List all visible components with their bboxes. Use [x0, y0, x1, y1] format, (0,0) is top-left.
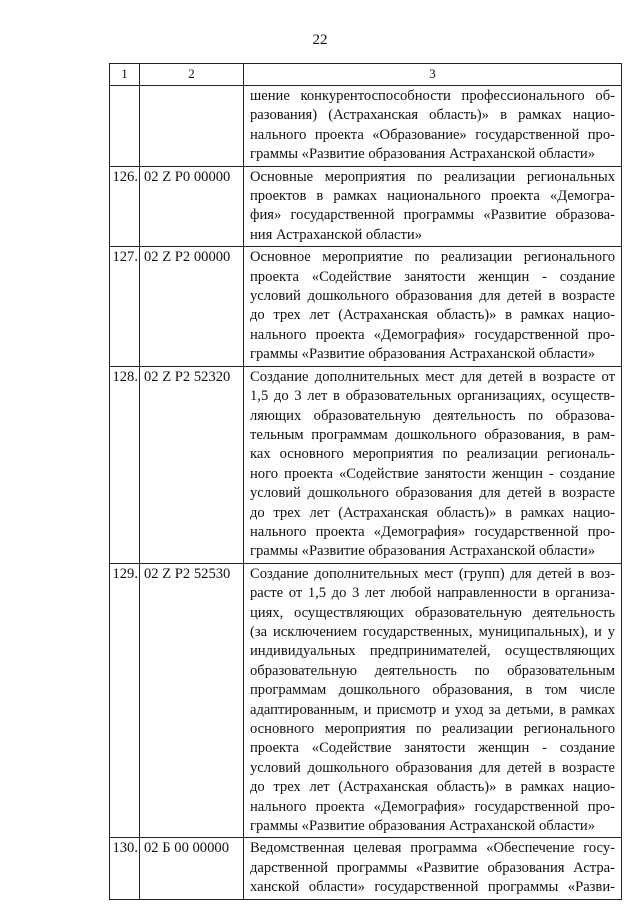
table-row: [110, 86, 621, 167]
description-line: условий дошкольного образования для детей в возрасте: [250, 759, 615, 776]
table-header-row: [110, 64, 621, 86]
classification-code: [140, 86, 244, 166]
row-number: 129.: [110, 564, 140, 838]
description-line: до трех лет (Астраханская область)» в рамках нацио-: [250, 307, 615, 324]
description-line: индивидуальных предпринимателей, осуществляющих: [250, 643, 615, 660]
description-line: расте от 1,5 до 3 лет любой направленности в организа-: [250, 585, 615, 602]
row-number: 128.: [110, 367, 140, 563]
description-line: дарственной программы «Развитие образования Астра-: [250, 859, 615, 876]
header-col-2: 2: [140, 64, 244, 85]
description-line: фия» государственной программы «Развитие образова-: [250, 207, 615, 224]
description-line: циях, осуществляющих образовательную деятельность: [250, 604, 615, 621]
description-line: нального проекта «Образование» государственной про-: [250, 126, 615, 143]
page-number: 22: [312, 32, 328, 48]
description-line: граммы «Развитие образования Астраханской области»: [250, 543, 596, 560]
description-line: Основные мероприятия по реализации региональных: [250, 168, 615, 185]
description-line: адаптированным, и присмотр и уход за детьми, в рамках: [250, 701, 615, 718]
description-line: нального проекта «Демография» государственной про-: [250, 523, 615, 540]
classification-code: 02 Z P2 52530: [140, 564, 244, 838]
classification-code: 02 Z P0 00000: [140, 167, 244, 247]
table-row: [110, 564, 621, 839]
description: [244, 838, 621, 898]
description-line: тельным программам дошкольного образования, в рам-: [250, 426, 615, 443]
description-line: проекта «Содействие занятости женщин - создание: [250, 268, 615, 285]
table-row: [110, 367, 621, 564]
description: [244, 247, 621, 365]
description-line: ляющих образовательную деятельность по образова-: [250, 407, 615, 424]
description-line: ного проекта «Содействие занятости женщин - создание: [250, 465, 615, 482]
description-line: до трех лет (Астраханская область)» в рамках нацио-: [250, 779, 615, 796]
description-line: ния Астраханской области»: [250, 226, 423, 243]
row-number: 130.: [110, 838, 140, 898]
classification-code: 02 Z P2 00000: [140, 247, 244, 365]
row-number: 126.: [110, 167, 140, 247]
description-line: граммы «Развитие образования Астраханской области»: [250, 346, 596, 363]
description-line: до трех лет (Астраханская область)» в рамках нацио-: [250, 504, 615, 521]
description-line: Ведомственная целевая программа «Обеспечение госу-: [250, 840, 615, 857]
header-col-3: 3: [429, 66, 436, 81]
header-col-1: 1: [110, 64, 140, 85]
description-line: нального проекта «Демография» государственной про-: [250, 798, 615, 815]
description-line: граммы «Развитие образования Астраханской области»: [250, 818, 596, 835]
description: [244, 86, 621, 166]
description-line: (за исключением государственных, муниципальных), и у: [250, 623, 615, 640]
description-line: программам дошкольного образования, в том числе: [250, 682, 615, 699]
classification-code: 02 Z P2 52320: [140, 367, 244, 563]
description-line: нального проекта «Демография» государственной про-: [250, 326, 615, 343]
description-line: условий дошкольного образования для детей в возрасте: [250, 485, 615, 502]
classification-code: 02 Б 00 00000: [140, 838, 244, 898]
description-line: 1,5 до 3 лет в образовательных организациях, осуществ-: [250, 388, 615, 405]
description-line: проекта «Содействие занятости женщин - создание: [250, 740, 615, 757]
description-line: Создание дополнительных мест (групп) для детей в воз-: [250, 565, 615, 582]
budget-classification-table: [109, 63, 622, 900]
description-line: Основное мероприятие по реализации регионального: [250, 249, 615, 266]
description-line: образовательную деятельность по образовательным: [250, 662, 615, 679]
row-number: 127.: [110, 247, 140, 365]
description-line: ках основного мероприятия по реализации региональ-: [250, 446, 615, 463]
table-body: [110, 86, 621, 899]
table-row: [110, 838, 621, 898]
description-line: граммы «Развитие образования Астраханской области»: [250, 146, 596, 163]
row-number: [110, 86, 140, 166]
table-row: [110, 247, 621, 366]
description-line: шение конкурентоспособности профессионального об-: [250, 88, 615, 104]
description-line: условий дошкольного образования для детей в возрасте: [250, 288, 615, 305]
description-line: разования) (Астраханская область)» в рамках нацио-: [250, 107, 615, 124]
description: [244, 564, 621, 838]
description-line: проектов в рамках национального проекта «Демогра-: [250, 188, 615, 205]
description-line: Создание дополнительных мест для детей в возрасте от: [250, 368, 615, 385]
description: [244, 167, 621, 247]
description-line: основного мероприятия по реализации регионального: [250, 721, 615, 737]
description: [244, 367, 621, 563]
description-line: ханской области» государственной программы «Разви-: [250, 879, 615, 896]
table-row: [110, 167, 621, 248]
